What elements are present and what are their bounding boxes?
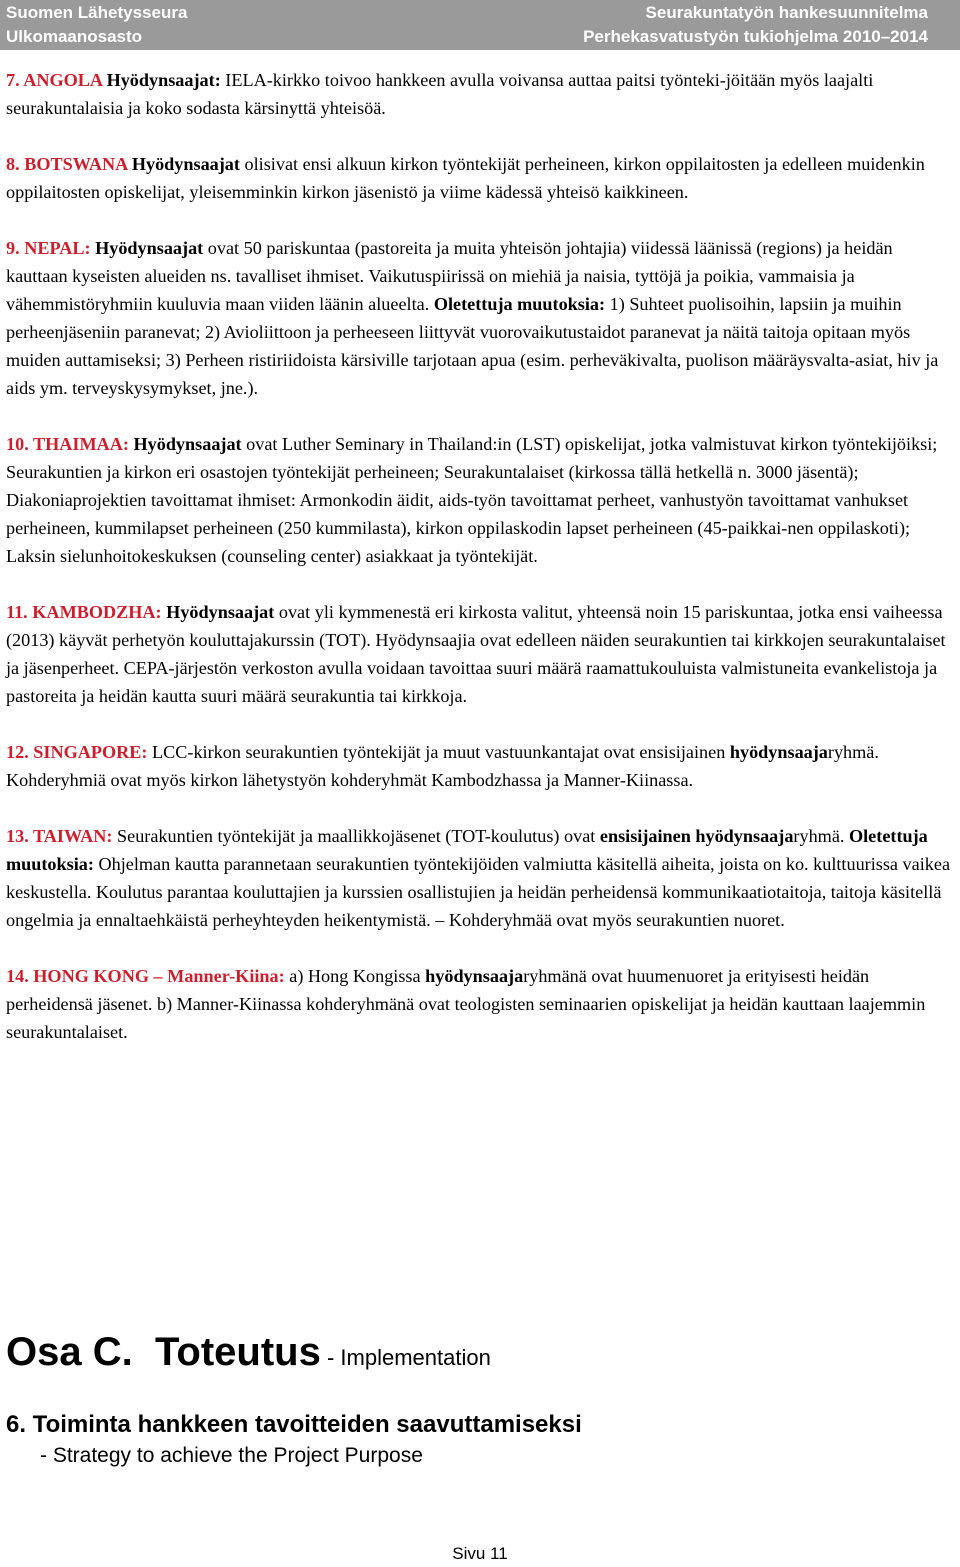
section-number: 13.	[6, 826, 29, 846]
bold-term: Hyödynsaajat	[90, 238, 204, 258]
country-name: NEPAL:	[24, 238, 91, 258]
part-c-title: Osa C. Toteutus	[6, 1330, 321, 1374]
section-number: 12.	[6, 742, 29, 762]
country-name: THAIMAA:	[32, 434, 129, 454]
country-name: ANGOLA	[23, 70, 103, 90]
beneficiaries-sections	[6, 66, 954, 1046]
section-heading	[6, 434, 129, 454]
bold-term: Hyödynsaajat:	[102, 70, 221, 90]
bold-term: hyödynsaaja	[425, 966, 524, 986]
section-heading	[6, 238, 91, 258]
country-section	[6, 822, 954, 934]
page-header	[0, 0, 960, 50]
header-document-title: Seurakuntatyön hankesuunnitelma	[645, 3, 928, 22]
country-section	[6, 738, 954, 794]
body-text: a) Hong Kongissa	[284, 966, 426, 986]
page-number: Sivu 11	[452, 1544, 508, 1563]
body-text: LCC-kirkon seurakuntien työntekijät ja muut vastuunkantajat ovat ensisijainen	[147, 742, 730, 762]
body-text: ovat Luther Seminary in Thailand:in (LST) opiskelijat, jotka valmistuvat kirkon työntekijöiksi; Seurakuntien ja kirkon eri osastojen työntekijät perheineen; Seurakuntalaiset (kirkossa tällä hetkellä n. 3000 jäsentä); Diakoniaprojektien tavoittamat ihmiset: Armonkodin äidit, aids-työn tavoittamat perheet, vanhustyön tavoittamat vanhukset perheineen, kummilapset perheineen (250 kummilasta), kirkon oppilaskodin lapset perheineen (45-paikkai-nen oppilaskoti); Laksin sielunhoitokeskuksen (counseling center) asiakkaat ja työntekijät.	[6, 434, 938, 566]
country-section	[6, 962, 954, 1046]
bold-term: ensisijainen hyödynsaaja	[599, 826, 794, 846]
header-right	[583, 1, 928, 49]
section-6-subtitle: - Strategy to achieve the Project Purpose	[40, 1444, 423, 1467]
bold-term: Oletettuja muutoksia:	[433, 294, 606, 314]
body-text: 1) Suhteet puolisoihin, lapsiin ja muihin perheenjäseniin paranevat; 2) Avioliittoon ja perheeseen liittyvät vuorovaikutustaidot paranevat ja näitä taitoja opitaan myös muiden auttamiseksi; 3) Perheen ristiriidoista kärsiville tarjotaan apua (esim. perheväkivalta, puolison määräysvalta-asiat, hiv ja aids ym. terveyskysymykset, jne.).	[6, 294, 939, 398]
country-name: BOTSWANA	[24, 154, 128, 174]
section-heading	[6, 826, 112, 846]
country-name: HONG KONG – Manner-Kiina:	[33, 966, 285, 986]
section-number: 11.	[6, 602, 28, 622]
part-c-heading	[6, 1328, 491, 1382]
section-number: 7.	[6, 70, 20, 90]
part-c-subtitle: - Implementation	[320, 1345, 491, 1370]
body-text: IELA-kirkko toivoo hankkeen avulla voivansa auttaa paitsi työnteki-jöitään myös laajalti seurakuntalaisia ja koko sodasta kärsinyttä yhteisöä.	[6, 70, 874, 118]
country-section	[6, 66, 954, 122]
section-heading	[6, 966, 285, 986]
body-text: ryhmä. Kohderyhmiä ovat myös kirkon lähetystyön kohderyhmät Kambodzhassa ja Manner-Kiinassa.	[6, 742, 879, 790]
section-6-title: 6. Toiminta hankkeen tavoitteiden saavuttamiseksi	[6, 1411, 582, 1438]
bold-term: Hyödynsaajat	[128, 434, 242, 454]
header-organization: Suomen Lähetysseura	[6, 3, 188, 22]
country-section	[6, 430, 954, 570]
country-name: SINGAPORE:	[33, 742, 148, 762]
section-heading	[6, 742, 147, 762]
body-text: ryhmänä ovat huumenuoret ja erityisesti heidän perheidensä jäsenet. b) Manner-Kiinassa kohderyhmänä ovat teologisten seminaarien opiskelijat ja heidän kauttaan laajemmin seurakuntalaiset.	[6, 966, 926, 1042]
section-number: 8.	[6, 154, 20, 174]
section-heading	[6, 154, 127, 174]
country-name: KAMBODZHA:	[32, 602, 162, 622]
body-text: Ohjelman kautta parannetaan seurakuntien työntekijöiden valmiutta käsitellä aiheita, joista on ko. kulttuurissa vaikea keskustella. Koulutus parantaa kouluttajien ja kurssien osallistujien ja heidän perheidensä kommunikaatiotaitoja, taitoja käsitellä ongelmia ja ennaltaehkäistä perheyhteyden heikentymistä. – Kohderyhmää ovat myös seurakuntien nuoret.	[6, 854, 951, 930]
body-text: Seurakuntien työntekijät ja maallikkojäsenet (TOT-koulutus) ovat	[112, 826, 600, 846]
country-section	[6, 598, 954, 710]
bold-term: Hyödynsaajat	[127, 154, 240, 174]
header-program-title: Perhekasvatustyön tukiohjelma 2010–2014	[583, 27, 928, 46]
bold-term: Hyödynsaajat	[161, 602, 275, 622]
country-section	[6, 150, 954, 206]
section-number: 10.	[6, 434, 29, 454]
section-heading	[6, 602, 162, 622]
section-heading	[6, 70, 102, 90]
section-number: 14.	[6, 966, 29, 986]
country-section	[6, 234, 954, 402]
bold-term: hyödynsaaja	[729, 742, 828, 762]
body-text: ryhmä.	[793, 826, 849, 846]
body-text: olisivat ensi alkuun kirkon työntekijät perheineen, kirkon oppilaitosten ja edelleen muidenkin oppilaitosten opiskelijat, yleisemminkin kirkon jäsenistö ja viime kädessä yhteisö kaikkineen.	[6, 154, 925, 202]
bold-term: Oletettuja muutoksia:	[6, 826, 928, 874]
country-name: TAIWAN:	[32, 826, 113, 846]
header-left	[6, 1, 187, 49]
section-number: 9.	[6, 238, 20, 258]
body-text: ovat 50 pariskuntaa (pastoreita ja muita yhteisön johtajia) viidessä läänissä (regions) ja heidän kauttaan kyseisten alueiden ns. tavalliset ihmiset. Vaikutuspiirissä on miehiä ja naisia, tyttöjä ja poikia, vammaisia ja vähemmistöryhmiin kuuluvia maan viiden läänin alueelta.	[6, 238, 893, 314]
header-department: Ulkomaanosasto	[6, 27, 143, 46]
body-text: ovat yli kymmenestä eri kirkosta valitut, yhteensä noin 15 pariskuntaa, jotka ensi vaiheessa (2013) käyvät perhetyön kouluttajakurssin (TOT). Hyödynsaajia ovat edelleen näiden seurakuntien tai kirkkojen seurakuntalaiset ja jäsenperheet. CEPA-järjestön verkoston avulla voidaan tavoittaa suuri määrä raamattukouluista valmistuneita evankelistoja ja pastoreita ja heidän kautta suuri määrä seurakuntia tai kirkkoja.	[6, 602, 946, 706]
